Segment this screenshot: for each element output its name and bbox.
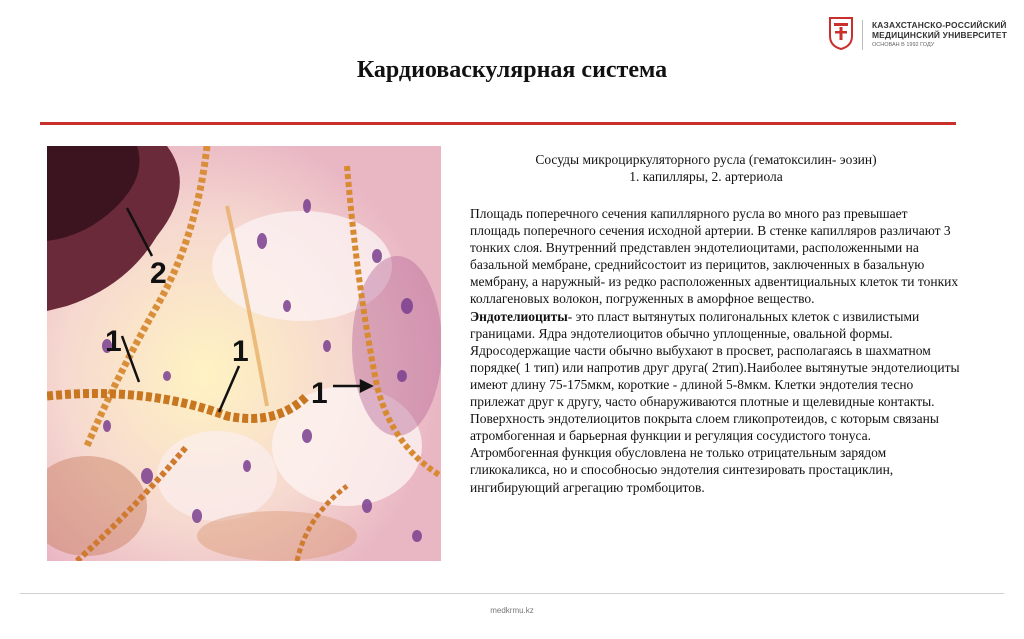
figure-caption-legend: 1. капилляры, 2. артериола — [629, 169, 783, 184]
footer-url[interactable]: medkrmu.kz — [490, 606, 534, 615]
page-title: Кардиоваскулярная система — [356, 57, 668, 83]
university-emblem-icon — [828, 16, 854, 50]
figure-caption-title: Сосуды микроциркуляторного русла (гематоксилин- эозин) — [535, 152, 877, 167]
university-logo[interactable] — [828, 16, 1008, 56]
title-divider — [40, 122, 956, 125]
paragraph-endotheliocytes — [470, 308, 960, 496]
paragraph-endotheliocytes-text: - это пласт вытянутых полигональных клеток с извилистыми границами. Ядра эндотелиоцитов обычно уплощенные, овальной формы. Ядросодержащие части обычно выбухают в просвет, располагаясь в шахматном порядке( 1 тип) или напротив друг друга( 2тип).Наиболее вытянутые эндотелиоциты имеют длину 75-175мкм, короткие - длиной 5-8мкм. Клетки эндотелия тесно прилежат друг к другу, часто обнаруживаются плотные и щелевидные контакты. Поверхность эндотелиоцитов покрыта слоем гликопротеидов, с которым связаны атромбогенная и барьерная функции и регуляция сосудистого тонуса. Атромбогенная функция обусловлена не только отрицательным зарядом гликокаликса, но и способносью эндотелия синтезировать простациклин, ингибирующий агрегацию тромбоцитов. — [470, 308, 960, 495]
micrograph-image — [47, 146, 441, 561]
paragraph-capillaries: Площадь поперечного сечения капиллярного русла во много раз превышает площадь поперечного сечения исходной артерии. В стенке капилляров различают 3 тонких слоя. Внутренний представлен эндотелиоцитами, расположенными на базальной мембране, среднийсостоит из перицитов, заключенных в базальную мембрану, а наружный- из редко расположенных адвентициальных клеток ти тонких коллагеновых волокон, погруженных в аморфное вещество. — [470, 206, 959, 307]
label-capillary-1: 1 — [105, 325, 122, 358]
label-arteriole: 2 — [150, 257, 167, 290]
footer-divider — [20, 593, 1004, 594]
logo-divider — [862, 20, 863, 50]
body-text — [470, 205, 960, 496]
term-endotheliocytes: Эндотелиоциты — [470, 308, 568, 324]
logo-founded: ОСНОВАН В 1992 ГОДУ — [872, 42, 935, 48]
label-capillary-3: 1 — [311, 377, 328, 410]
label-capillary-2: 1 — [232, 335, 249, 368]
logo-line-1: КАЗАХСТАНСКО-РОССИЙСКИЙ — [872, 20, 1007, 30]
logo-line-2: МЕДИЦИНСКИЙ УНИВЕРСИТЕТ — [872, 30, 1008, 40]
